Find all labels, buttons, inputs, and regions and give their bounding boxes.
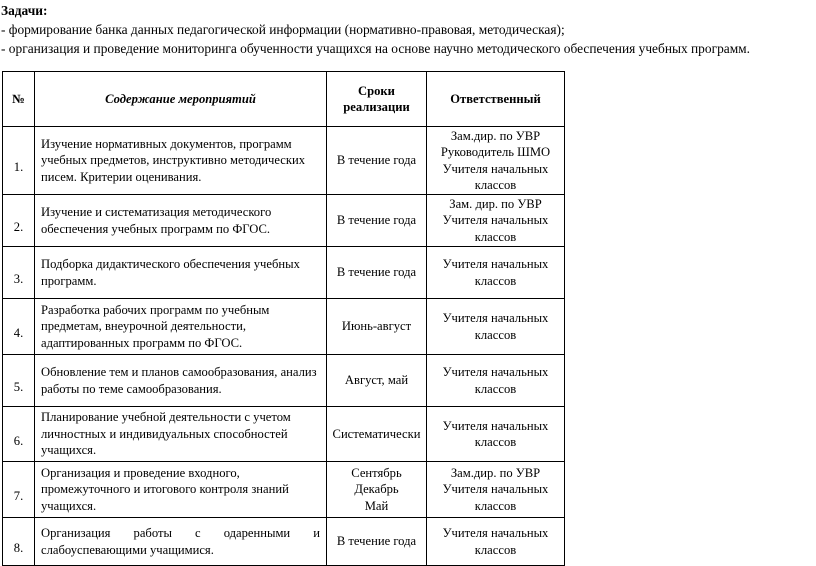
- row-term: [327, 462, 427, 518]
- tasks-heading: Задачи:: [1, 3, 48, 18]
- row-responsible-line: классов: [474, 273, 517, 288]
- row-content: Планирование учебной деятельности с учетом личностных и индивидуальных способностей учащихся.: [35, 407, 327, 462]
- row-responsible-line: Учителя начальных: [442, 311, 549, 325]
- row-responsible-line: Учителя начальных: [442, 418, 549, 433]
- row-responsible-line: Учителя начальных: [442, 161, 549, 176]
- row-content: Подборка дидактического обеспечения учебных программ.: [35, 247, 327, 299]
- row-term-line: Сентябрь: [351, 465, 402, 480]
- row-content-line: Организация работы с одаренными и: [41, 526, 320, 540]
- row-responsible-line: классов: [474, 178, 517, 192]
- row-num: 7.: [3, 462, 35, 518]
- row-responsible-line: Зам.дир. по УВР: [450, 465, 541, 480]
- row-term-line: Июнь-август: [341, 319, 412, 334]
- row-responsible-line: классов: [474, 381, 517, 396]
- row-num: 1.: [3, 127, 35, 195]
- row-term-line: В течение года: [336, 213, 417, 228]
- table-header-row: [3, 72, 565, 127]
- row-num: 4.: [3, 299, 35, 355]
- table-row: [3, 299, 565, 355]
- row-content: Обновление тем и планов самообразования, анализ работы по теме самообразования.: [35, 355, 327, 407]
- row-responsible-line: Учителя начальных: [442, 213, 549, 228]
- row-num: 8.: [3, 518, 35, 566]
- row-num: 3.: [3, 247, 35, 299]
- header-content: Содержание мероприятий: [35, 72, 327, 127]
- table-row: [3, 127, 565, 195]
- row-term-line: Май: [364, 498, 389, 513]
- task-item-2: - организация и проведение мониторинга обученности учащихся на основе научно методического обеспечения учебных программ.: [1, 41, 751, 56]
- header-term-line: Сроки: [358, 83, 395, 98]
- row-term: [327, 518, 427, 566]
- row-term-line: Август, май: [344, 373, 409, 388]
- row-responsible-line: классов: [474, 229, 517, 244]
- row-responsible: [427, 355, 565, 407]
- row-responsible-line: Учителя начальных: [442, 365, 549, 379]
- row-term: [327, 407, 427, 462]
- row-term: [327, 247, 427, 299]
- row-term-line: Декабрь: [354, 482, 399, 497]
- row-responsible-line: классов: [474, 542, 517, 557]
- row-responsible: [427, 195, 565, 247]
- row-term-line: Систематически: [332, 426, 421, 441]
- task-item-1: - формирование банка данных педагогической информации (нормативно-правовая, методическая);: [1, 22, 565, 37]
- header-num: №: [3, 72, 35, 127]
- row-term-line: В течение года: [336, 534, 417, 549]
- row-term: [327, 299, 427, 355]
- table-row: [3, 247, 565, 299]
- header-responsible: Ответственный: [427, 72, 565, 127]
- header-term: [327, 72, 427, 127]
- row-num: 6.: [3, 407, 35, 462]
- row-responsible: [427, 247, 565, 299]
- row-term-line: В течение года: [336, 265, 417, 280]
- row-content: Организация и проведение входного, промежуточного и итогового контроля знаний учащихся.: [35, 462, 327, 518]
- row-responsible-line: классов: [474, 435, 517, 449]
- row-responsible: [427, 299, 565, 355]
- table-row: [3, 462, 565, 518]
- row-content: Разработка рабочих программ по учебным предметам, внеурочной деятельности, адаптированных программ по ФГОС.: [35, 299, 327, 355]
- row-responsible: [427, 407, 565, 462]
- row-responsible-line: Учителя начальных: [442, 482, 549, 497]
- row-responsible-line: классов: [474, 498, 517, 513]
- row-responsible-line: классов: [474, 327, 517, 342]
- table-row: [3, 407, 565, 462]
- activities-table: [2, 71, 565, 566]
- row-num: 2.: [3, 195, 35, 247]
- row-term: [327, 195, 427, 247]
- row-term: [327, 355, 427, 407]
- row-content: Изучение нормативных документов, программ учебных предметов, инструктивно методических писем. Критерии оценивания.: [35, 127, 327, 195]
- header-term-line: реализации: [343, 100, 410, 114]
- row-num: 5.: [3, 355, 35, 407]
- row-responsible-line: Руководитель ШМО: [440, 145, 551, 159]
- row-responsible: [427, 518, 565, 566]
- table-row: [3, 195, 565, 247]
- row-term-line: В течение года: [336, 153, 417, 168]
- row-responsible: [427, 462, 565, 518]
- tasks-section: [1, 1, 813, 58]
- table-row: [3, 518, 565, 566]
- row-responsible-line: Учителя начальных: [442, 257, 549, 271]
- row-responsible-line: Зам.дир. по УВР: [450, 128, 541, 143]
- table-row: [3, 355, 565, 407]
- row-responsible-line: Учителя начальных: [442, 526, 549, 540]
- row-responsible: [427, 127, 565, 195]
- row-content: [35, 518, 327, 566]
- row-term: [327, 127, 427, 195]
- row-content: Изучение и систематизация методического обеспечения учебных программ по ФГОС.: [35, 195, 327, 247]
- row-content-line: слабоуспевающими учащимися.: [41, 542, 214, 557]
- row-responsible-line: Зам. дир. по УВР: [449, 196, 542, 211]
